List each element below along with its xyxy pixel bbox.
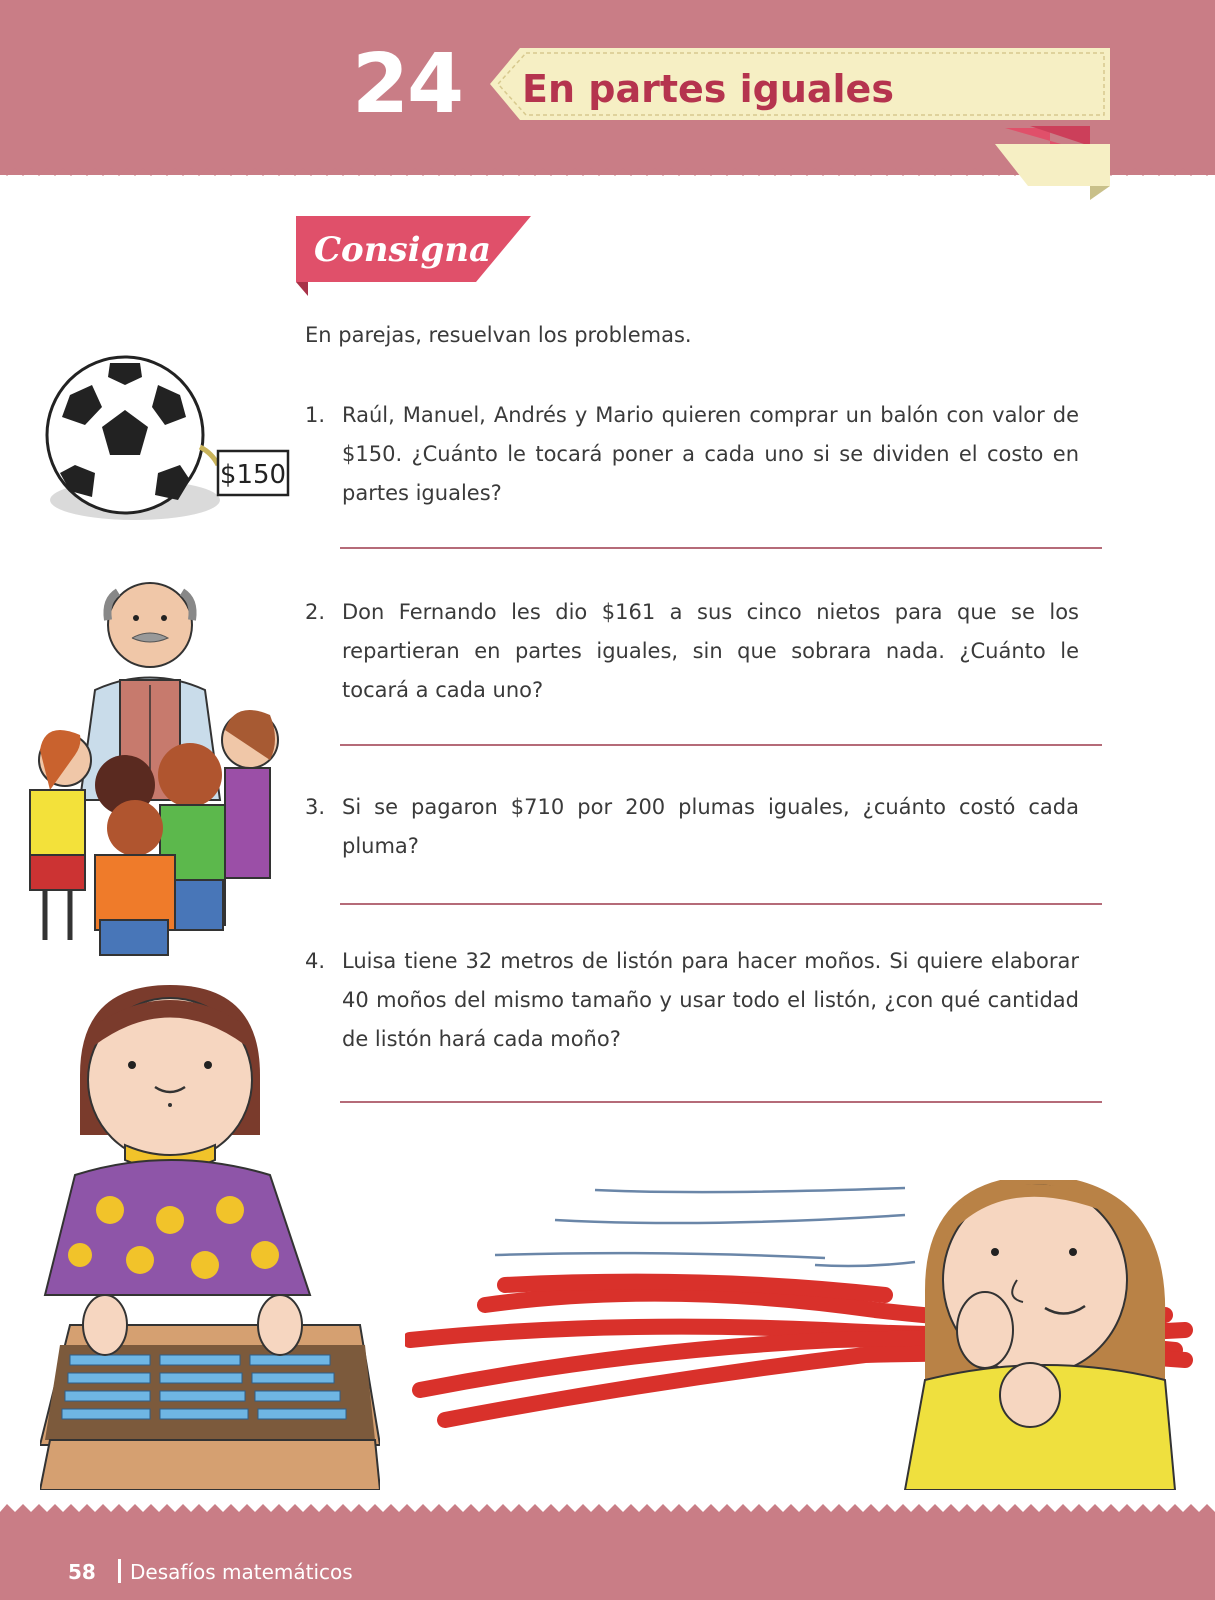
problem-text: Raúl, Manuel, Andrés y Mario quieren comprar un balón con valor de $150. ¿Cuánto le tocará poner a cada uno si se dividen el costo en partes iguales? (342, 403, 1079, 505)
answer-line[interactable] (340, 744, 1102, 746)
problem-text: Si se pagaron $710 por 200 plumas iguales, ¿cuánto costó cada pluma? (342, 795, 1079, 858)
problem-text: Don Fernando les dio $161 a sus cinco nietos para que se los repartieran en partes iguales, sin que sobrara nada. ¿Cuánto le tocará a cada uno? (342, 600, 1079, 702)
problem-item (305, 396, 1105, 513)
price-tag-label: $150 (219, 460, 287, 490)
answer-line[interactable] (340, 1101, 1102, 1103)
soccer-ball-illustration (40, 355, 305, 535)
lesson-title: En partes iguales (522, 67, 894, 111)
problem-number: 2. (305, 600, 326, 624)
consigna-label: Consigna (314, 230, 492, 270)
answer-line[interactable] (340, 903, 1102, 905)
lesson-number: 24 (352, 37, 463, 132)
footer-band (0, 1512, 1215, 1600)
answer-line[interactable] (340, 547, 1102, 549)
problem-number: 1. (305, 403, 326, 427)
girl-with-ribbons-illustration (405, 1180, 1195, 1490)
problem-item (305, 942, 1105, 1059)
problem-item (305, 593, 1105, 710)
footer-zigzag-edge (0, 1500, 1215, 1522)
grandpa-kids-illustration (20, 580, 295, 960)
book-title: Desafíos matemáticos (130, 1560, 353, 1584)
page-number: 58 (68, 1560, 96, 1584)
problem-number: 3. (305, 795, 326, 819)
problem-text: Luisa tiene 32 metros de listón para hacer moños. Si quiere elaborar 40 moños del mismo tamaño y usar todo el listón, ¿con qué cantidad de listón hará cada moño? (342, 949, 1079, 1051)
footer-separator (118, 1559, 121, 1583)
problem-number: 4. (305, 949, 326, 973)
girl-with-box-illustration (40, 985, 380, 1490)
instructions-text: En parejas, resuelvan los problemas. (305, 323, 692, 347)
problem-item (305, 788, 1105, 866)
